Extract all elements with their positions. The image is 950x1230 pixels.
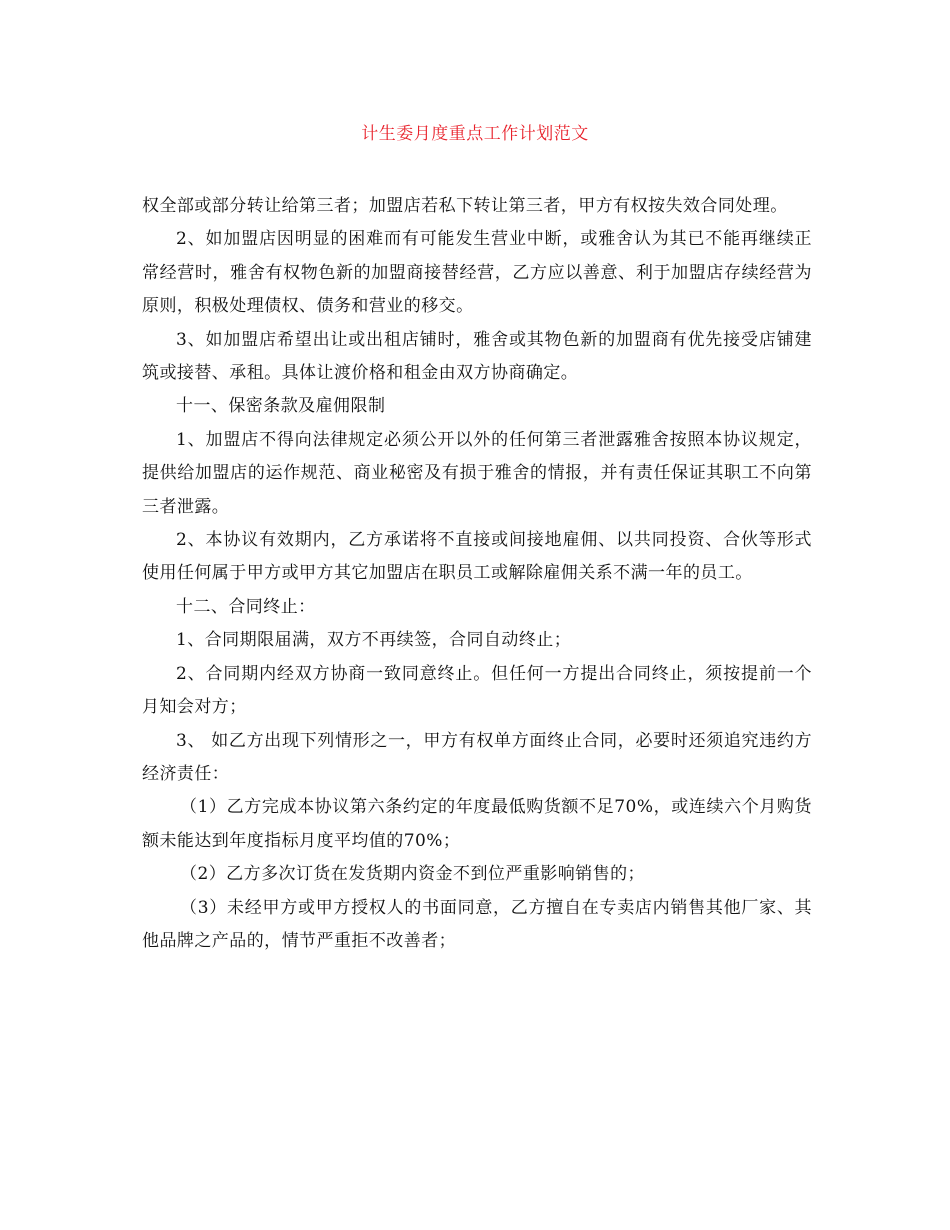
- paragraph: 权全部或部分转让给第三者；加盟店若私下转让第三者，甲方有权按失效合同处理。: [142, 196, 788, 216]
- paragraph: 3、如加盟店希望出让或出租店铺时，雅舍或其物色新的加盟商有优先接受店铺建筑或接替、承租。具体让渡价格和租金由双方协商确定。: [142, 329, 812, 384]
- document-title: 计生委月度重点工作计划范文: [361, 124, 589, 144]
- list-item: （3）未经甲方或甲方授权人的书面同意，乙方擅自在专卖店内销售其他厂家、其他品牌之产品的，情节严重拒不改善者；: [142, 897, 812, 951]
- paragraph: 2、如加盟店因明显的困难而有可能发生营业中断，或雅舍认为其已不能再继续正常经营时，雅舍有权物色新的加盟商接替经营，乙方应以善意、利于加盟店存续经营为原则，积极处理债权、债务和营业的移交。: [142, 229, 812, 317]
- paragraph: 2、合同期内经双方协商一致同意终止。但任何一方提出合同终止，须按提前一个月知会对方；: [142, 663, 812, 718]
- paragraph: 3、 如乙方出现下列情形之一，甲方有权单方面终止合同，必要时还须追究违约方经济责任：: [142, 730, 812, 784]
- list-item: （2）乙方多次订货在发货期内资金不到位严重影响销售的；: [180, 864, 645, 885]
- section-heading: 十二、合同终止：: [176, 596, 316, 617]
- document-body: [142, 190, 812, 958]
- paragraph: 2、本协议有效期内，乙方承诺将不直接或间接地雇佣、以共同投资、合伙等形式使用任何属于甲方或甲方其它加盟店在职员工或解除雇佣关系不满一年的员工。: [142, 530, 812, 584]
- section-heading: 十一、保密条款及雇佣限制: [176, 396, 386, 417]
- paragraph: 1、合同期限届满，双方不再续签，合同自动终止；: [176, 630, 572, 651]
- paragraph: 1、加盟店不得向法律规定必须公开以外的任何第三者泄露雅舍按照本协议规定，提供给加盟店的运作规范、商业秘密及有损于雅舍的情报，并有责任保证其职工不向第三者泄露。: [142, 429, 812, 517]
- list-item: （1）乙方完成本协议第六条约定的年度最低购货额不足70%，或连续六个月购货额未能达到年度指标月度平均值的70%；: [142, 797, 812, 851]
